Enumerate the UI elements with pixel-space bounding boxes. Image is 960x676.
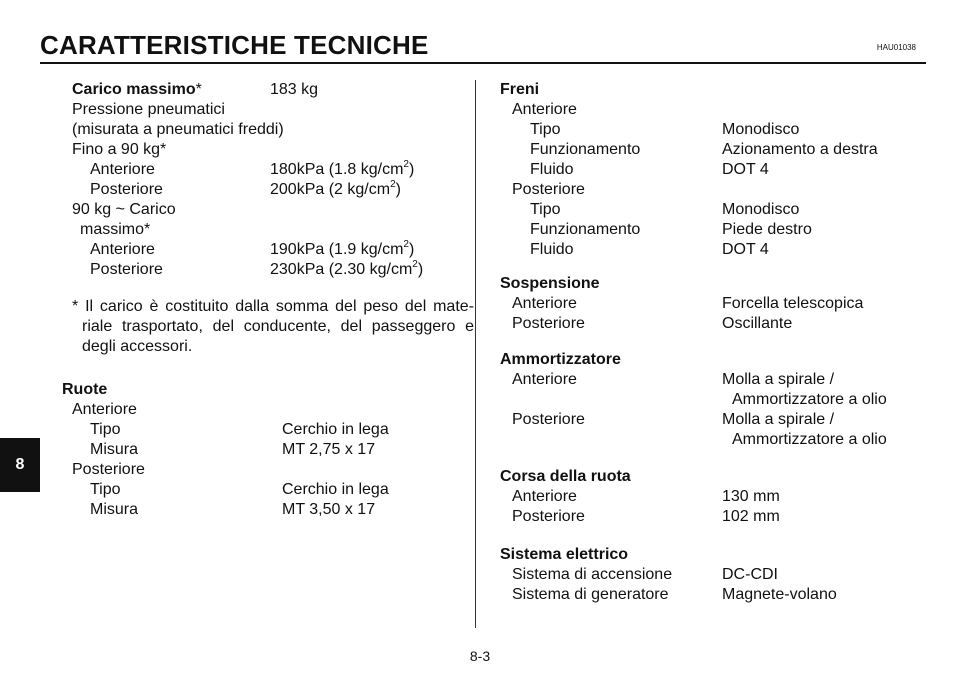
wheel-travel-heading: Corsa della ruota [500, 468, 631, 485]
max-load-label: Carico massimo* [72, 81, 202, 98]
rear-pressure-label-2: Posteriore [90, 261, 163, 278]
brakes-rear-type-value: Monodisco [722, 201, 800, 218]
wheels-front-label: Anteriore [72, 401, 137, 418]
brakes-front-fluid-label: Fluido [530, 161, 574, 178]
shock-rear-value-cont: Ammortizzatore a olio [732, 431, 887, 448]
shock-rear-label: Posteriore [512, 411, 585, 428]
shock-absorber-heading: Ammortizzatore [500, 351, 621, 368]
brakes-rear-fluid-label: Fluido [530, 241, 574, 258]
load-range-label: 90 kg ~ Carico [72, 201, 176, 218]
brakes-front-label: Anteriore [512, 101, 577, 118]
shock-front-value: Molla a spirale / [722, 371, 835, 388]
shock-rear-value: Molla a spirale / [722, 411, 835, 428]
brakes-heading: Freni [500, 81, 540, 98]
wheels-front-size-label: Misura [90, 441, 139, 458]
suspension-front-label: Anteriore [512, 295, 577, 312]
suspension-rear-label: Posteriore [512, 315, 585, 332]
generator-value: Magnete-volano [722, 586, 837, 603]
brakes-rear-fluid-value: DOT 4 [722, 241, 769, 258]
suspension-heading: Sospensione [500, 275, 600, 292]
brakes-rear-operation-label: Funzionamento [530, 221, 641, 238]
travel-front-value: 130 mm [722, 488, 780, 505]
wheels-rear-label: Posteriore [72, 461, 145, 478]
column-divider [475, 80, 476, 628]
header-rule [40, 62, 926, 64]
rear-pressure-value-1: 200kPa (2 $kg/cm^2$) [270, 178, 401, 198]
brakes-front-type-value: Monodisco [722, 121, 800, 138]
wheels-rear-type-label: Tipo [90, 481, 121, 498]
wheels-rear-size-label: Misura [90, 501, 139, 518]
wheels-front-type-value: Cerchio in lega [282, 421, 389, 438]
brakes-rear-type-label: Tipo [530, 201, 561, 218]
wheels-front-type-label: Tipo [90, 421, 121, 438]
wheels-heading: Ruote [62, 381, 108, 398]
tire-pressure-note: (misurata a pneumatici freddi) [72, 121, 284, 138]
brakes-front-operation-value: Azionamento a destra [722, 141, 878, 158]
ignition-label: Sistema di accensione [512, 566, 673, 583]
wheels-front-size-value: MT 2,75 x 17 [282, 441, 376, 458]
suspension-front-value: Forcella telescopica [722, 295, 864, 312]
electrical-heading: Sistema elettrico [500, 546, 629, 563]
brakes-rear-operation-value: Piede destro [722, 221, 812, 238]
page-title: CARATTERISTICHE TECNICHE [40, 30, 429, 60]
brakes-front-operation-label: Funzionamento [530, 141, 641, 158]
shock-front-label: Anteriore [512, 371, 577, 388]
load-range-label-cont: massimo* [80, 221, 151, 238]
brakes-front-fluid-value: DOT 4 [722, 161, 769, 178]
rear-pressure-label-1: Posteriore [90, 181, 163, 198]
wheels-rear-size-value: MT 3,50 x 17 [282, 501, 376, 518]
travel-rear-label: Posteriore [512, 508, 585, 525]
generator-label: Sistema di generatore [512, 586, 669, 603]
document-code: HAU01038 [876, 43, 916, 52]
travel-rear-value: 102 mm [722, 508, 780, 525]
ignition-value: DC-CDI [722, 566, 778, 583]
front-pressure-label-1: Anteriore [90, 161, 155, 178]
wheels-rear-type-value: Cerchio in lega [282, 481, 389, 498]
brakes-front-type-label: Tipo [530, 121, 561, 138]
brakes-rear-label: Posteriore [512, 181, 585, 198]
up-to-90kg-label: Fino a 90 kg* [72, 141, 167, 158]
travel-front-label: Anteriore [512, 488, 577, 505]
front-pressure-value-2: 190kPa (1.9 $kg/cm^2$) [270, 238, 415, 258]
max-load-value: 183 kg [270, 81, 319, 98]
tire-pressure-label: Pressione pneumatici [72, 101, 225, 118]
chapter-tab: 8 [0, 438, 40, 492]
page-number: 8-3 [469, 648, 491, 664]
front-pressure-label-2: Anteriore [90, 241, 155, 258]
load-footnote: * Il carico è costituito dalla somma del peso del mate-riale trasportato, del conducente, del passeggero e degli accessori. [72, 298, 474, 355]
shock-front-value-cont: Ammortizzatore a olio [732, 391, 887, 408]
rear-pressure-value-2: 230kPa (2.30 $kg/cm^2$) [270, 258, 424, 278]
suspension-rear-value: Oscillante [722, 315, 793, 332]
front-pressure-value-1: 180kPa (1.8 $kg/cm^2$) [270, 158, 415, 178]
